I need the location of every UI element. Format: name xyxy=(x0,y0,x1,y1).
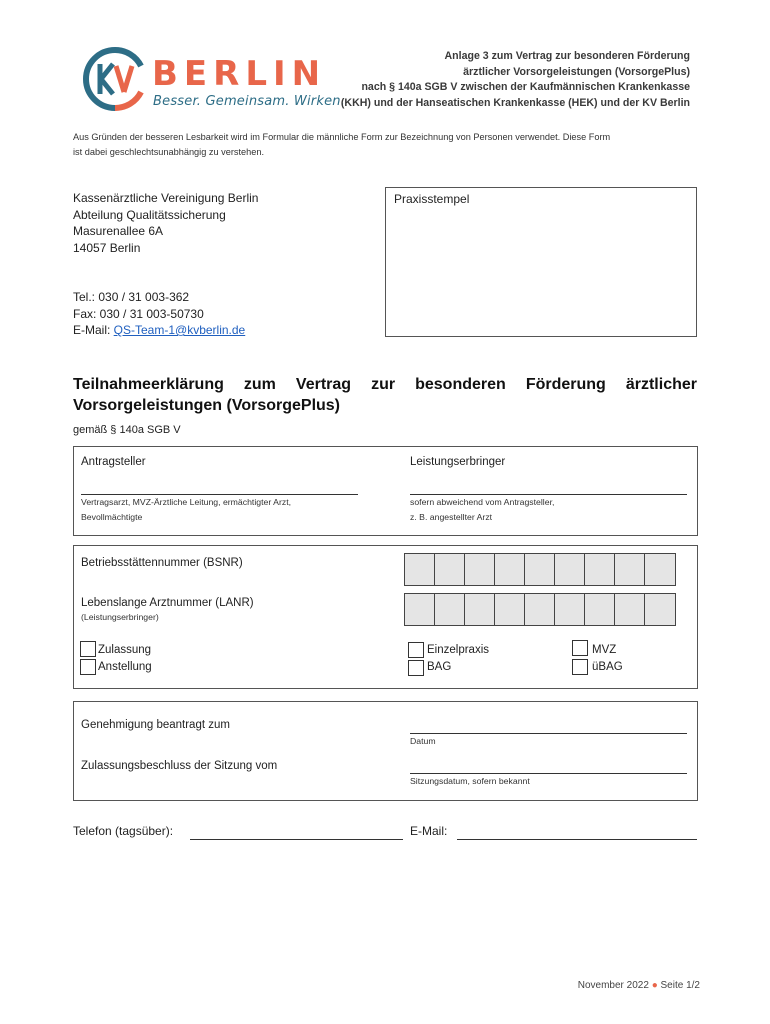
provider-hint-line: z. B. angestellter Arzt xyxy=(410,511,493,522)
bsnr-input-grid[interactable] xyxy=(404,553,676,586)
footer-bullet-icon: ● xyxy=(651,980,658,991)
address-line: Masurenallee 6A xyxy=(73,224,164,238)
practice-numbers-section xyxy=(73,545,698,689)
address-line: Kassenärztliche Vereinigung Berlin xyxy=(73,191,259,205)
bsnr-digit-cell[interactable] xyxy=(495,554,525,585)
page-subtitle: gemäß § 140a SGB V xyxy=(73,424,181,436)
lanr-digit-cell[interactable] xyxy=(585,594,615,625)
lanr-label: Lebenslange Arztnummer (LANR) xyxy=(81,597,254,609)
email-label: E-Mail: xyxy=(410,824,448,838)
kv-logo-icon xyxy=(80,46,150,112)
page-title: Teilnahmeerklärung zum Vertrag zur besonderen Förderung ärztlicher Vorsorgeleistungen (VorsorgePlus) xyxy=(73,376,697,414)
recipient-address xyxy=(73,190,258,256)
zulassung-checkbox[interactable] xyxy=(80,641,96,657)
bsnr-digit-cell[interactable] xyxy=(405,554,435,585)
provider-hint-line: sofern abweichend vom Antragsteller, xyxy=(410,497,555,507)
bag-label: BAG xyxy=(427,661,452,673)
anstellung-label: Anstellung xyxy=(98,661,152,673)
lanr-digit-cell[interactable] xyxy=(405,594,435,625)
address-line: Abteilung Qualitätssicherung xyxy=(73,207,226,222)
disclaimer xyxy=(73,130,703,160)
header-line: ärztlicher Vorsorgeleistungen (VorsorgePlus) xyxy=(463,65,690,78)
approval-date-input-line[interactable] xyxy=(410,733,687,734)
phone-input-line[interactable] xyxy=(190,839,403,840)
provider-hint xyxy=(410,495,554,524)
address-line: 14057 Berlin xyxy=(73,240,141,255)
mvz-label: MVZ xyxy=(592,644,617,656)
header-annex-text xyxy=(270,49,690,111)
bag-checkbox[interactable] xyxy=(408,660,424,676)
lanr-hint: (Leistungserbringer) xyxy=(81,612,159,622)
bsnr-label: Betriebsstättennummer (BSNR) xyxy=(81,557,243,569)
bsnr-digit-cell[interactable] xyxy=(585,554,615,585)
lanr-digit-cell[interactable] xyxy=(615,594,645,625)
einzelpraxis-checkbox[interactable] xyxy=(408,642,424,658)
header-line: nach § 140a SGB V zwischen der Kaufmännischen Krankenkasse xyxy=(361,81,690,93)
applicant-label: Antragsteller xyxy=(81,456,146,468)
footer-date: November 2022 xyxy=(577,980,649,991)
footer-page: Seite 1/2 xyxy=(660,980,700,991)
page-footer xyxy=(578,980,700,991)
contact-email-row xyxy=(73,322,245,339)
einzelpraxis-label: Einzelpraxis xyxy=(427,644,489,656)
lanr-digit-cell[interactable] xyxy=(435,594,465,625)
zulassung-label: Zulassung xyxy=(98,644,152,656)
bsnr-digit-cell[interactable] xyxy=(435,554,465,585)
contact-email-label: E-Mail: xyxy=(73,323,114,337)
applicant-hint xyxy=(81,495,291,524)
applicant-hint-line: Vertragsarzt, MVZ-Ärztliche Leitung, ermächtigter Arzt, xyxy=(81,497,292,507)
bsnr-digit-cell[interactable] xyxy=(645,554,675,585)
logo-wordmark: BERLIN xyxy=(152,54,327,94)
admission-session-label: Zulassungsbeschluss der Sitzung vom xyxy=(81,760,278,772)
uebag-checkbox[interactable] xyxy=(572,659,588,675)
lanr-digit-cell[interactable] xyxy=(555,594,585,625)
uebag-label: üBAG xyxy=(592,661,623,673)
header-line: Anlage 3 zum Vertrag zur besonderen Förderung xyxy=(444,50,690,62)
disclaimer-line: ist dabei geschlechtsunabhängig zu verstehen. xyxy=(73,147,265,157)
header-line: (KKH) und der Hanseatischen Krankenkasse (HEK) und der KV Berlin xyxy=(340,96,690,109)
contact-fax: Fax: 030 / 31 003-50730 xyxy=(73,306,204,321)
bsnr-digit-cell[interactable] xyxy=(465,554,495,585)
lanr-input-grid[interactable] xyxy=(404,593,676,626)
phone-label: Telefon (tagsüber): xyxy=(73,824,174,838)
applicant-hint-line: Bevollmächtigte xyxy=(81,511,143,522)
provider-label: Leistungserbringer xyxy=(410,456,506,468)
applicant-section xyxy=(73,446,698,536)
lanr-digit-cell[interactable] xyxy=(645,594,675,625)
contact-tel: Tel.: 030 / 31 003-362 xyxy=(73,290,190,304)
email-input-line[interactable] xyxy=(457,839,697,840)
practice-stamp-box[interactable] xyxy=(385,187,697,337)
mvz-checkbox[interactable] xyxy=(572,640,588,656)
approval-date-hint: Datum xyxy=(410,736,436,746)
contact-email-link[interactable]: QS-Team-1@kvberlin.de xyxy=(113,323,246,337)
anstellung-checkbox[interactable] xyxy=(80,659,96,675)
practice-stamp-label: Praxisstempel xyxy=(394,192,470,206)
bsnr-digit-cell[interactable] xyxy=(525,554,555,585)
bsnr-digit-cell[interactable] xyxy=(615,554,645,585)
contact-info xyxy=(73,289,245,339)
session-date-hint: Sitzungsdatum, sofern bekannt xyxy=(410,776,530,786)
lanr-digit-cell[interactable] xyxy=(495,594,525,625)
approval-date-label: Genehmigung beantragt zum xyxy=(81,719,230,731)
dates-section xyxy=(73,701,698,801)
lanr-digit-cell[interactable] xyxy=(525,594,555,625)
disclaimer-line: Aus Gründen der besseren Lesbarkeit wird im Formular die männliche Form zur Bezeichnung von Personen verwendet. Diese Form xyxy=(73,132,611,142)
logo-tagline: Besser. Gemeinsam. Wirken. xyxy=(153,94,346,109)
bsnr-digit-cell[interactable] xyxy=(555,554,585,585)
lanr-digit-cell[interactable] xyxy=(465,594,495,625)
